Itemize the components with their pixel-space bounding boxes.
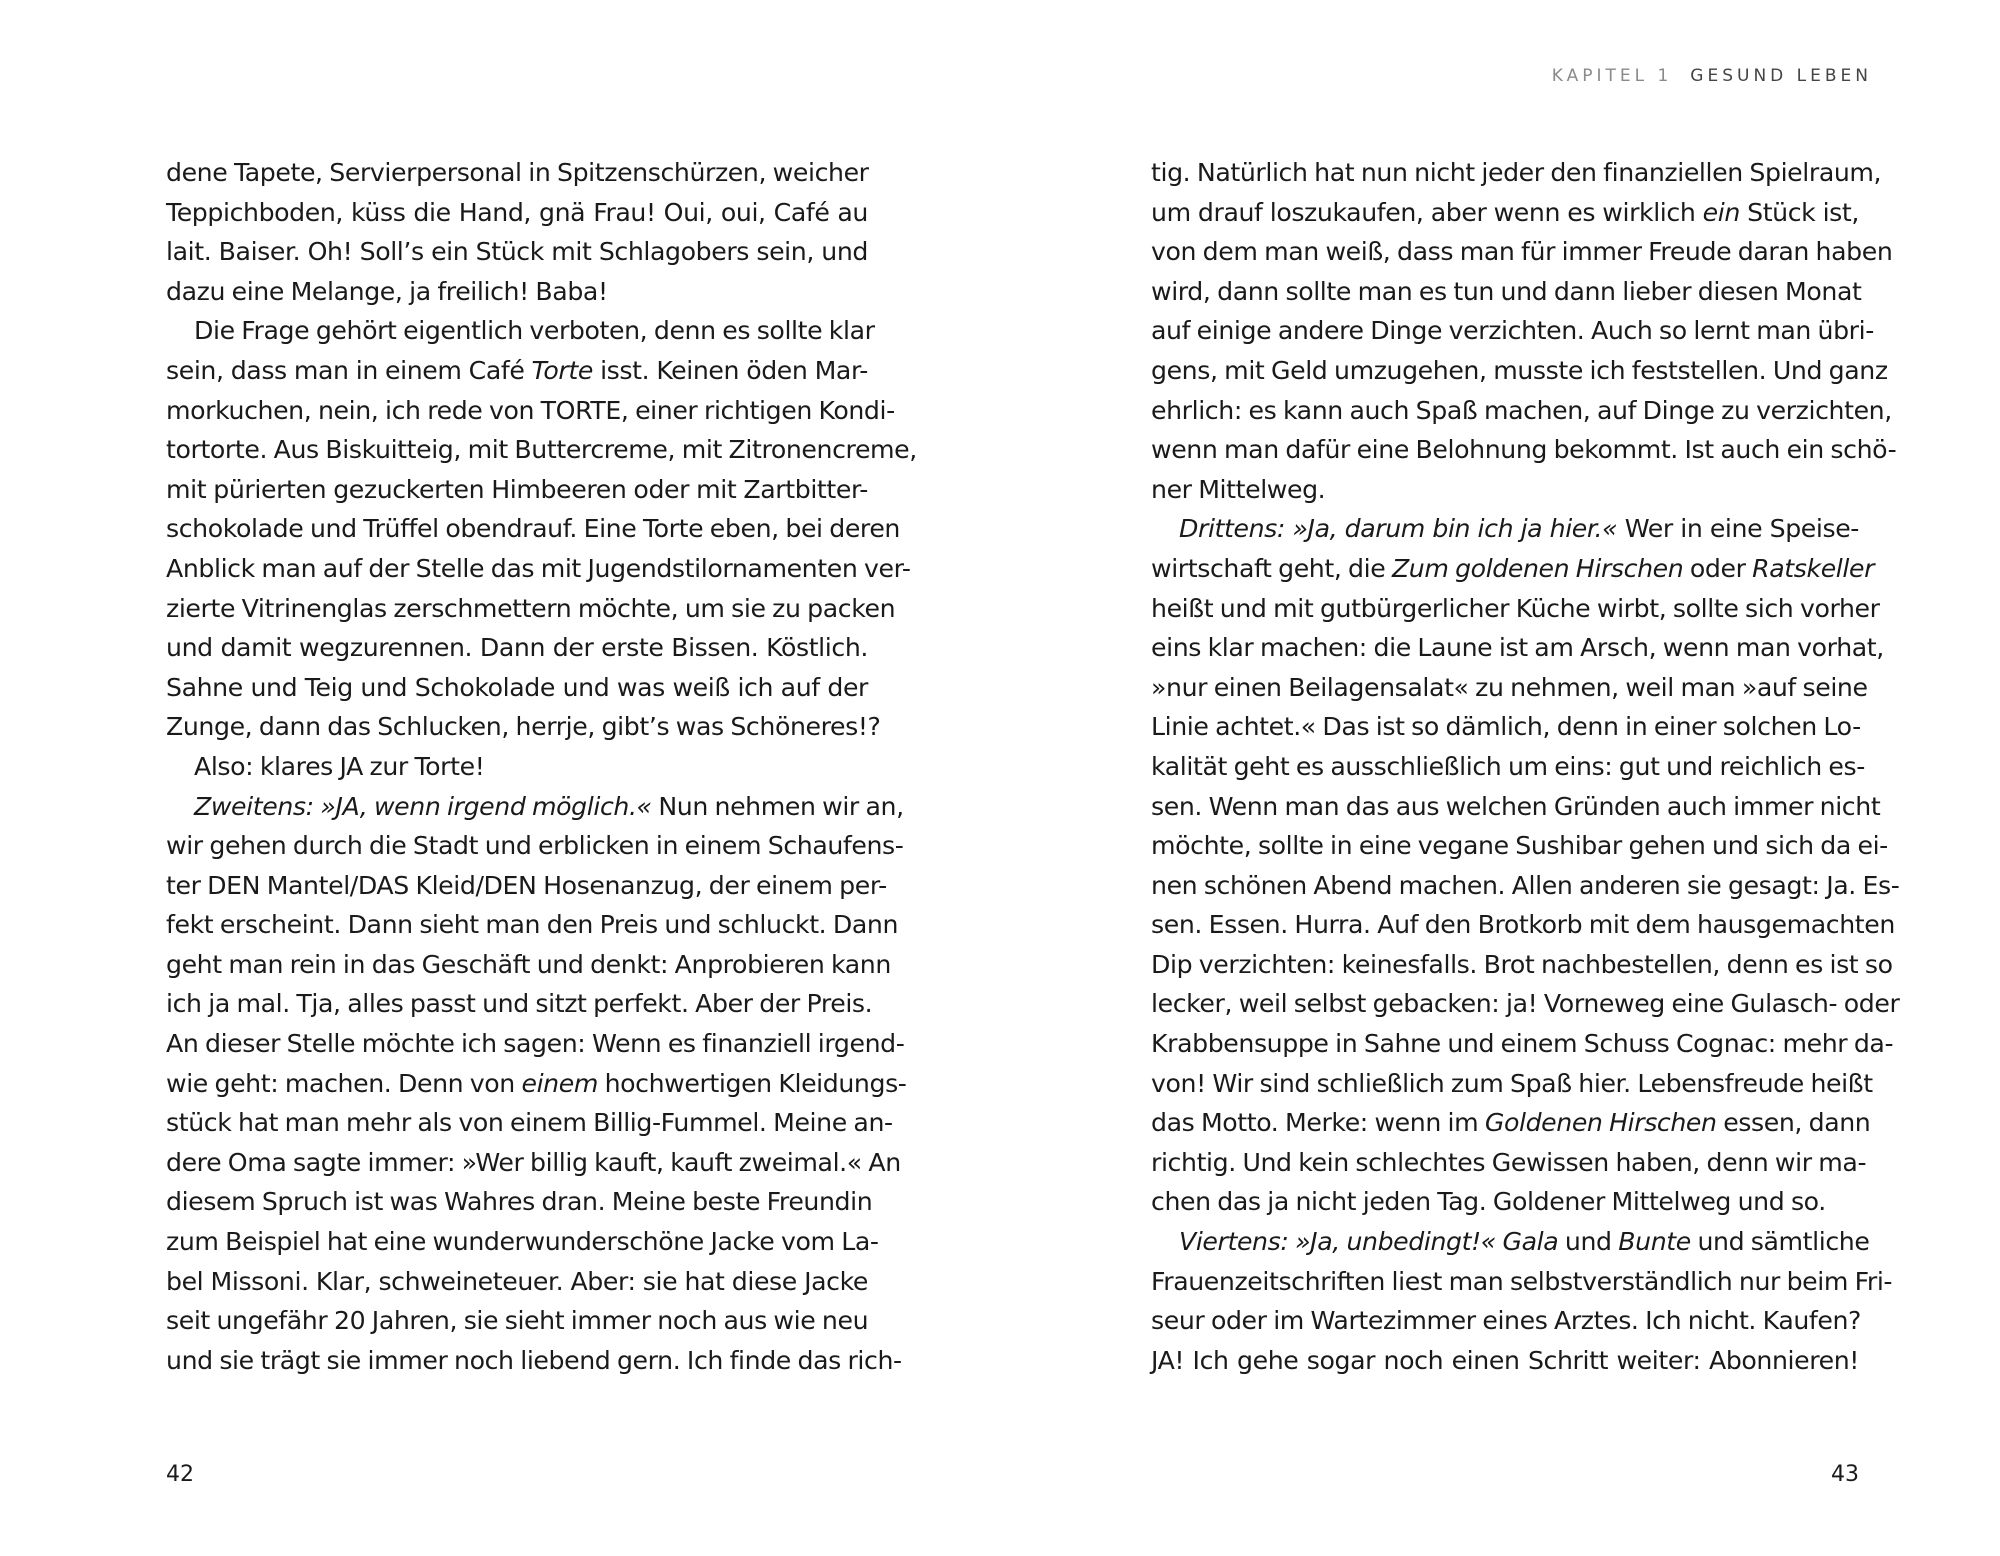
text-run: zierte Vitrinenglas zerschmettern möchte, um sie zu packen — [166, 593, 896, 623]
text-run: Zunge, dann das Schlucken, herrje, gibt’s was Schöneres!? — [166, 712, 881, 742]
text-line — [1151, 351, 1888, 391]
text-line — [1151, 1341, 1859, 1381]
text-line — [166, 1262, 868, 1302]
text-run: eins klar machen: die Laune ist am Arsch, wenn man vorhat, — [1151, 633, 1884, 663]
text-run: wird, dann sollte man es tun und dann lieber diesen Monat — [1151, 276, 1862, 306]
text-line — [1151, 193, 1859, 233]
text-line — [1151, 153, 1882, 193]
text-line — [1151, 1182, 1859, 1222]
text-run: und sämtliche — [1690, 1227, 1870, 1257]
text-line — [166, 707, 881, 747]
text-run: »nur einen Beilagensalat« zu nehmen, weil man »auf seine — [1151, 672, 1868, 702]
text-run: schokolade und Trüffel obendrauf. Eine Torte eben, bei deren — [166, 514, 900, 544]
text-run: und — [1558, 1227, 1619, 1257]
text-run: gens, mit Geld umzugehen, musste ich feststellen. Und ganz — [1151, 355, 1888, 385]
text-run: kalität geht es ausschließlich um eins: gut und reichlich es- — [1151, 751, 1865, 781]
text-run: dazu eine Melange, ja freilich! Baba! — [166, 276, 608, 306]
text-line — [1151, 905, 1895, 945]
text-line — [1151, 945, 1893, 985]
text-run: dere Oma sagte immer: »Wer billig kauft, kauft zweimal.« An — [166, 1147, 901, 1177]
text-run: mit pürierten gezuckerten Himbeeren oder mit Zartbitter- — [166, 474, 868, 504]
text-line — [166, 272, 868, 312]
text-line — [166, 1024, 905, 1064]
right-page-body-text — [1151, 153, 1900, 1380]
text-line — [166, 747, 868, 787]
text-line — [166, 826, 904, 866]
text-run: Stück ist, — [1739, 197, 1859, 227]
text-run: Teppichboden, küss die Hand, gnä Frau! Oui, oui, Café au — [166, 197, 868, 227]
text-run: Dip verzichten: keinesfalls. Brot nachbestellen, denn es ist so — [1151, 949, 1893, 979]
text-run: sein, dass man in einem Café — [166, 355, 532, 385]
text-line — [1151, 232, 1893, 272]
text-run: ter DEN Mantel/DAS Kleid/DEN Hosenanzug, der einem per- — [166, 870, 887, 900]
text-run: Also: klares JA zur Torte! — [194, 751, 485, 781]
text-run: morkuchen, nein, ich rede von TORTE, einer richtigen Kondi- — [166, 395, 895, 425]
text-run: fekt erscheint. Dann sieht man den Preis und schluckt. Dann — [166, 910, 899, 940]
text-line — [1151, 984, 1900, 1024]
text-run: von! Wir sind schließlich zum Spaß hier. Lebensfreude heißt — [1151, 1068, 1873, 1098]
text-run: möchte, sollte in eine vegane Sushibar gehen und sich da ei- — [1151, 831, 1888, 861]
text-run: chen das ja nicht jeden Tag. Goldener Mittelweg und so. — [1151, 1187, 1826, 1217]
text-line — [1151, 707, 1859, 747]
text-line — [1151, 866, 1900, 906]
text-run: oder — [1683, 553, 1753, 583]
text-line — [1151, 589, 1880, 629]
italic-text: einem — [521, 1068, 598, 1098]
text-run: sen. Essen. Hurra. Auf den Brotkorb mit dem hausgemachten — [1151, 910, 1895, 940]
text-run: essen, dann — [1716, 1108, 1871, 1138]
left-page-number: 42 — [166, 1462, 194, 1487]
text-line — [166, 628, 868, 668]
text-run: um drauf loszukaufen, aber wenn es wirklich — [1151, 197, 1703, 227]
text-run: und sie trägt sie immer noch liebend gern. Ich finde das rich- — [166, 1345, 902, 1375]
text-line — [166, 1341, 902, 1381]
text-line — [1151, 470, 1859, 510]
text-line — [166, 866, 887, 906]
text-run: Die Frage gehört eigentlich verboten, denn es sollte klar — [194, 316, 875, 346]
text-line — [166, 430, 917, 470]
text-run: wirtschaft geht, die — [1151, 553, 1392, 583]
text-line — [166, 193, 868, 233]
text-line — [1151, 509, 1859, 549]
text-line — [1151, 1143, 1867, 1183]
text-run: hochwertigen Kleidungs- — [597, 1068, 907, 1098]
text-run: Wer in eine Speise- — [1617, 514, 1859, 544]
text-run: stück hat man mehr als von einem Billig-Fummel. Meine an- — [166, 1108, 893, 1138]
text-run: bel Missoni. Klar, schweineteuer. Aber: sie hat diese Jacke — [166, 1266, 868, 1296]
italic-text: Zum goldenen Hirschen — [1391, 553, 1684, 583]
italic-text: Bunte — [1618, 1227, 1691, 1257]
text-line — [166, 470, 868, 510]
running-head — [1552, 66, 1872, 86]
text-run: dene Tapete, Servierpersonal in Spitzenschürzen, weicher — [166, 158, 869, 187]
text-run: wenn man dafür eine Belohnung bekommt. Ist auch ein schö- — [1151, 435, 1897, 465]
text-line — [166, 945, 891, 985]
text-line — [166, 1064, 907, 1104]
text-run: Krabbensuppe in Sahne und einem Schuss Cognac: mehr da- — [1151, 1029, 1894, 1059]
text-line — [1151, 1222, 1870, 1262]
text-run: Nun nehmen wir an, — [651, 791, 904, 821]
text-line — [166, 509, 900, 549]
running-head-title: GESUND LEBEN — [1690, 66, 1872, 86]
text-line — [1151, 549, 1875, 589]
text-line — [1151, 430, 1897, 470]
right-page-number: 43 — [1831, 1462, 1859, 1487]
text-run: Anblick man auf der Stelle das mit Jugendstilornamenten ver- — [166, 553, 911, 583]
text-run: nen schönen Abend machen. Allen anderen sie gesagt: Ja. Es- — [1151, 870, 1900, 900]
text-run: lecker, weil selbst gebacken: ja! Vorneweg eine Gulasch- oder — [1151, 989, 1900, 1019]
text-run: seur oder im Wartezimmer eines Arztes. Ich nicht. Kaufen? — [1151, 1306, 1862, 1336]
text-line — [166, 787, 904, 827]
text-run: richtig. Und kein schlechtes Gewissen haben, denn wir ma- — [1151, 1147, 1867, 1177]
text-line — [166, 311, 875, 351]
italic-text: Goldenen Hirschen — [1484, 1108, 1717, 1138]
italic-text: Drittens: »Ja, darum bin ich ja hier.« — [1179, 514, 1618, 544]
text-run — [1496, 1227, 1503, 1256]
text-run: tortorte. Aus Biskuitteig, mit Buttercreme, mit Zitronencreme, — [166, 435, 917, 465]
text-line — [1151, 826, 1888, 866]
text-line — [166, 232, 868, 272]
text-run: wie geht: machen. Denn von — [166, 1068, 522, 1098]
text-run: Sahne und Teig und Schokolade und was weiß ich auf der — [166, 672, 868, 702]
text-run: tig. Natürlich hat nun nicht jeder den finanziellen Spielraum, — [1151, 158, 1882, 187]
right-page — [1000, 0, 2000, 1556]
text-line — [166, 1103, 893, 1143]
text-run: isst. Keinen öden Mar- — [592, 355, 868, 385]
text-line — [1151, 747, 1865, 787]
text-line — [1151, 311, 1874, 351]
text-run: von dem man weiß, dass man für immer Freude daran haben — [1151, 237, 1893, 267]
text-run: auf einige andere Dinge verzichten. Auch so lernt man übri- — [1151, 316, 1874, 346]
text-run: seit ungefähr 20 Jahren, sie sieht immer noch aus wie neu — [166, 1306, 869, 1336]
text-run: heißt und mit gutbürgerlicher Küche wirbt, sollte sich vorher — [1151, 593, 1880, 623]
text-run: JA! Ich gehe sogar noch einen Schritt weiter: Abonnieren! — [1151, 1345, 1859, 1375]
text-line — [166, 1301, 868, 1341]
text-line — [166, 153, 868, 193]
text-line — [166, 549, 911, 589]
text-line — [1151, 1262, 1893, 1302]
text-run: und damit wegzurennen. Dann der erste Bissen. Köstlich. — [166, 633, 868, 663]
text-line — [166, 589, 896, 629]
text-run: geht man rein in das Geschäft und denkt: Anprobieren kann — [166, 949, 891, 979]
text-run: Linie achtet.« Das ist so dämlich, denn in einer solchen Lo- — [1151, 712, 1861, 742]
text-line — [1151, 391, 1892, 431]
text-run: wir gehen durch die Stadt und erblicken in einem Schaufens- — [166, 831, 904, 861]
text-line — [1151, 1064, 1873, 1104]
text-line — [1151, 272, 1862, 312]
running-head-chapter: KAPITEL 1 — [1551, 66, 1673, 86]
text-run: diesem Spruch ist was Wahres dran. Meine beste Freundin — [166, 1187, 873, 1217]
text-run: sen. Wenn man das aus welchen Gründen auch immer nicht — [1151, 791, 1881, 821]
italic-text: Torte — [531, 355, 593, 385]
text-run: ich ja mal. Tja, alles passt und sitzt perfekt. Aber der Preis. — [166, 989, 873, 1019]
text-line — [1151, 787, 1881, 827]
text-run: An dieser Stelle möchte ich sagen: Wenn es finanziell irgend- — [166, 1029, 905, 1059]
text-line — [166, 668, 868, 708]
text-line — [1151, 628, 1884, 668]
italic-text: Gala — [1502, 1227, 1559, 1257]
italic-text: Zweitens: »JA, wenn irgend möglich.« — [194, 791, 652, 821]
text-run: Frauenzeitschriften liest man selbstverständlich nur beim Fri- — [1151, 1266, 1893, 1296]
text-run: lait. Baiser. Oh! Soll’s ein Stück mit Schlagobers sein, und — [166, 237, 868, 267]
left-page-body-text — [166, 153, 917, 1380]
text-line — [166, 984, 873, 1024]
italic-text: Viertens: »Ja, unbedingt!« — [1179, 1227, 1496, 1257]
italic-text: ein — [1702, 197, 1740, 227]
text-line — [1151, 1103, 1871, 1143]
text-line — [166, 1222, 879, 1262]
text-run: ehrlich: es kann auch Spaß machen, auf Dinge zu verzichten, — [1151, 395, 1892, 425]
text-line — [166, 391, 895, 431]
text-line — [166, 905, 899, 945]
text-line — [166, 351, 868, 391]
text-line — [166, 1182, 873, 1222]
text-run: ner Mittelweg. — [1151, 474, 1326, 504]
text-line — [1151, 668, 1868, 708]
italic-text: Ratskeller — [1752, 553, 1875, 583]
text-line — [1151, 1301, 1862, 1341]
text-run: das Motto. Merke: wenn im — [1151, 1108, 1485, 1138]
text-run: zum Beispiel hat eine wunderwunderschöne Jacke vom La- — [166, 1227, 879, 1257]
text-line — [1151, 1024, 1894, 1064]
text-line — [166, 1143, 901, 1183]
